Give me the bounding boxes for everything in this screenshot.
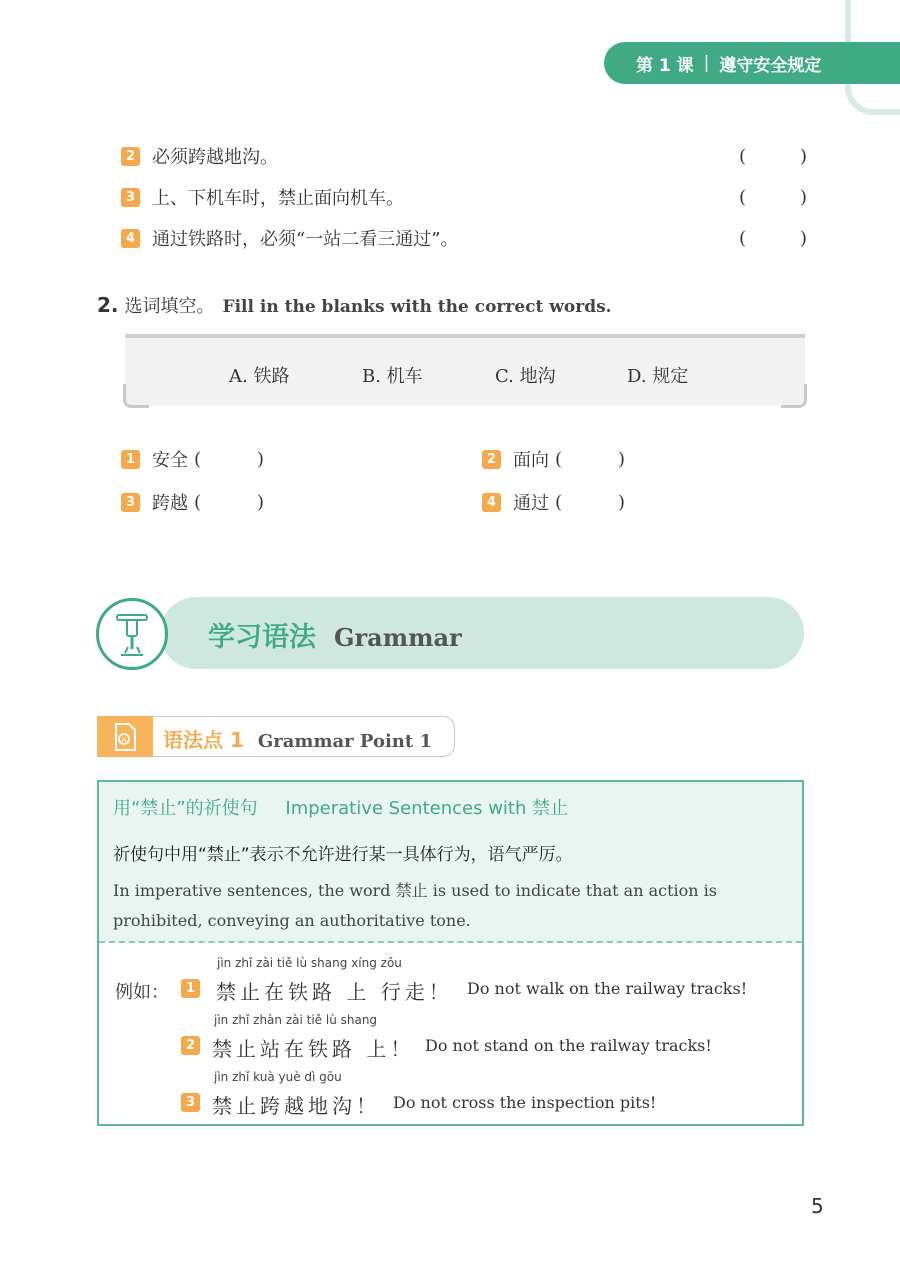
item-number-badge: 2 — [121, 147, 140, 166]
open-paren: ( — [194, 448, 202, 470]
true-false-item — [121, 182, 807, 212]
fill-blank-item — [482, 488, 625, 516]
grammar-point-en: Grammar Point 1 — [257, 731, 433, 752]
item-text: 上、下机车时，禁止面向机车。 — [152, 188, 404, 209]
answer-blank[interactable] — [194, 449, 264, 470]
example-number-badge: 2 — [181, 1036, 200, 1055]
item-text: 面向 — [513, 450, 549, 471]
answer-blank[interactable] — [739, 187, 807, 208]
close-paren: ) — [799, 227, 807, 249]
lesson-header-tab — [604, 42, 900, 84]
grammar-title-en: Grammar — [334, 623, 462, 652]
open-paren: ( — [739, 145, 747, 167]
example-pinyin: jìn zhǐ zhàn zài tiě lù shang — [214, 1013, 378, 1027]
fill-blank-item — [121, 445, 264, 473]
fill-blank-item — [121, 488, 264, 516]
example-translation: Do not cross the inspection pits! — [393, 1093, 657, 1112]
example-pinyin: jìn zhǐ zài tiě lù shang xíng zǒu — [217, 956, 402, 970]
item-number-badge: 2 — [482, 450, 501, 469]
bracket-left — [123, 384, 149, 408]
answer-blank[interactable] — [555, 492, 625, 513]
item-text: 通过铁路时，必须“一站二看三通过”。 — [152, 229, 459, 250]
example-translation: Do not stand on the railway tracks! — [425, 1036, 712, 1055]
item-number-badge: 3 — [121, 493, 140, 512]
word-option-c: C. 地沟 — [495, 366, 556, 387]
item-number-badge: 4 — [121, 229, 140, 248]
open-paren: ( — [555, 448, 563, 470]
answer-blank[interactable] — [739, 228, 807, 249]
example-pinyin: jìn zhǐ kuà yuè dì gōu — [214, 1070, 342, 1084]
example-hanzi: 禁止站在铁路 上！ — [212, 1037, 415, 1061]
grammar-heading-en: Imperative Sentences with 禁止 — [285, 798, 569, 819]
true-false-item — [121, 223, 807, 253]
example-translation: Do not walk on the railway tracks! — [467, 979, 748, 998]
grammar-point-label — [163, 724, 432, 753]
item-number-badge: 4 — [482, 493, 501, 512]
item-text: 必须跨越地沟。 — [152, 147, 278, 168]
close-paren: ) — [617, 491, 625, 513]
open-paren: ( — [555, 491, 563, 513]
document-icon — [97, 716, 153, 757]
jackhammer-icon — [96, 598, 168, 670]
close-paren: ) — [799, 186, 807, 208]
fill-blank-item — [482, 445, 625, 473]
lesson-separator: | — [703, 53, 710, 73]
answer-blank[interactable] — [194, 492, 264, 513]
item-text: 通过 — [513, 493, 549, 514]
exercise-number: 2. — [97, 293, 119, 317]
open-paren: ( — [739, 227, 747, 249]
item-text: 跨越 — [152, 493, 188, 514]
example-label: 例如： — [115, 982, 169, 1003]
grammar-explanation-box — [97, 780, 804, 1126]
grammar-desc-en: In imperative sentences, the word 禁止 is used to indicate that an action is prohibited, conveying an authoritative tone. — [113, 881, 717, 930]
lesson-number: 第 1 课 — [636, 55, 694, 76]
grammar-title — [208, 615, 462, 654]
grammar-desc-cn: 祈使句中用“禁止”表示不允许进行某一具体行为，语气严厉。 — [113, 845, 573, 865]
example-hanzi: 禁止跨越地沟！ — [212, 1094, 380, 1118]
svg-text:A: A — [121, 735, 127, 744]
example-hanzi: 禁止在铁路 上 行走！ — [216, 980, 453, 1004]
open-paren: ( — [739, 186, 747, 208]
true-false-item — [121, 141, 807, 171]
close-paren: ) — [256, 491, 264, 513]
grammar-title-cn: 学习语法 — [208, 622, 316, 653]
grammar-point-cn: 语法点 1 — [163, 728, 244, 752]
item-text: 安全 — [152, 450, 188, 471]
exercise-title-en: Fill in the blanks with the correct words. — [222, 297, 612, 317]
open-paren: ( — [194, 491, 202, 513]
word-option-b: B. 机车 — [362, 366, 423, 387]
answer-blank[interactable] — [555, 449, 625, 470]
answer-blank[interactable] — [739, 146, 807, 167]
lesson-topic: 遵守安全规定 — [719, 55, 822, 76]
bracket-right — [781, 384, 807, 408]
close-paren: ) — [617, 448, 625, 470]
example-number-badge: 3 — [181, 1093, 200, 1112]
exercise-title-cn: 选词填空。 — [124, 296, 215, 317]
word-bank — [125, 334, 805, 406]
exercise-2-title — [97, 292, 612, 318]
word-option-a: A. 铁路 — [229, 366, 290, 387]
close-paren: ) — [256, 448, 264, 470]
grammar-heading-cn: 用“禁止”的祈使句 — [113, 798, 258, 819]
page-number: 5 — [811, 1194, 824, 1218]
item-number-badge: 3 — [121, 188, 140, 207]
grammar-explanation-top — [99, 782, 802, 943]
grammar-heading — [113, 794, 568, 820]
word-option-d: D. 规定 — [627, 366, 689, 387]
example-number-badge: 1 — [181, 979, 200, 998]
item-number-badge: 1 — [121, 450, 140, 469]
close-paren: ) — [799, 145, 807, 167]
